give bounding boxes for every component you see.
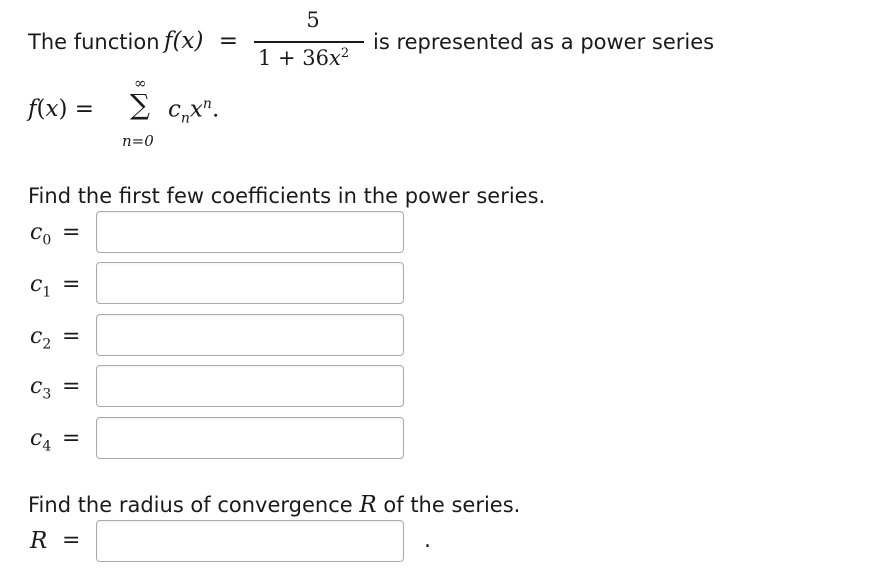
intro-text <box>28 30 160 54</box>
coefficient-label-2: $c_2$ <box>30 324 52 353</box>
coefficient-label-4: $c_4$ <box>30 426 52 455</box>
series-lower-limit: n=0 <box>122 132 154 150</box>
series-lhs: f(x) = <box>28 96 95 122</box>
coefficient-input-0[interactable] <box>96 211 404 253</box>
intro-prefix: The function <box>28 30 160 54</box>
equals-sign: = <box>62 324 81 349</box>
equals-sign: = <box>62 528 81 553</box>
series-upper-limit: ∞ <box>134 74 147 92</box>
radius-prompt: Find the radius of convergence R of the series. <box>28 492 521 518</box>
coefficient-label-0: $c_0$ <box>30 220 52 249</box>
coefficient-label-1: $c_1$ <box>30 272 52 301</box>
intro-suffix: is represented as a power series <box>373 30 715 54</box>
coefficients-prompt: Find the first few coefficients in the power series. <box>28 184 546 208</box>
equals-sign: = <box>62 220 81 245</box>
coefficient-input-1[interactable] <box>96 262 404 304</box>
equals-sign: = <box>62 272 81 297</box>
sigma-symbol: ∑ <box>130 88 150 121</box>
coefficient-input-3[interactable] <box>96 365 404 407</box>
fraction-bar <box>254 41 364 43</box>
radius-label: R <box>30 528 48 554</box>
trailing-period: . <box>424 528 431 553</box>
coefficient-input-4[interactable] <box>96 417 404 459</box>
fraction-numerator: 5 <box>306 8 320 32</box>
function-lhs: f(x) = <box>164 28 239 54</box>
series-term: $c_nx^n$. <box>168 96 220 127</box>
radius-input[interactable] <box>96 520 404 562</box>
equals-sign: = <box>62 426 81 451</box>
fraction-denominator: $1 + 36x^2$ <box>258 46 350 70</box>
coefficient-input-2[interactable] <box>96 314 404 356</box>
equals-sign: = <box>62 374 81 399</box>
coefficient-label-3: $c_3$ <box>30 374 52 403</box>
